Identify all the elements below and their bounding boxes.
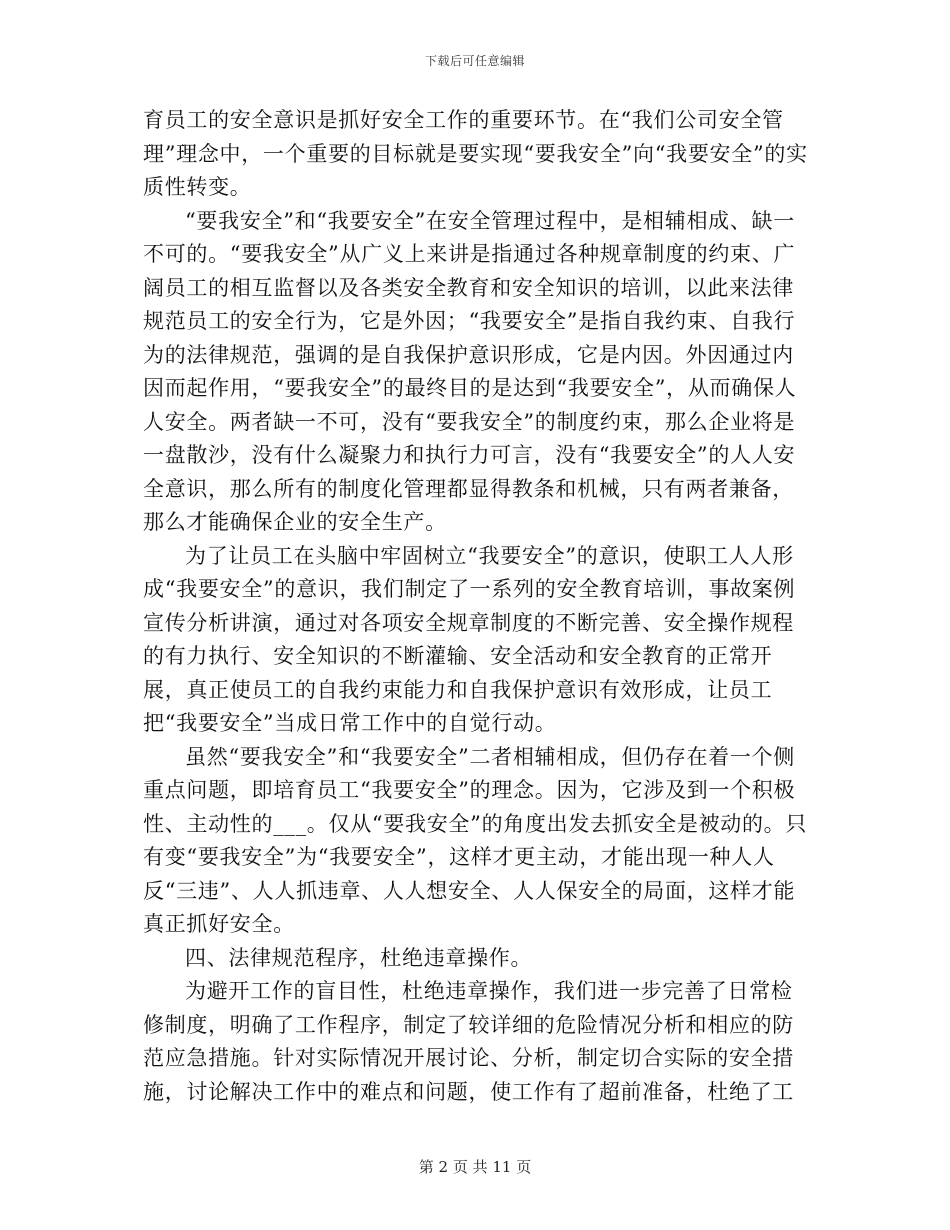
- document-body: [143, 104, 809, 1109]
- paragraph-4: 虽然“要我安全”和“我要安全”二者相辅相成，但仍存在着一个侧重点问题，即培育员工“我要安全”的理念。因为，它涉及到一个积极性、主动性的___。仅从“要我安全”的角度出发去抓安全是被动的。只有变“要我安全”为“我要安全”，这样才更主动，才能出现一种人人反“三违”、人人抓违章、人人想安全、人人保安全的局面，这样才能真正抓好安全。: [143, 744, 808, 936]
- paragraph-2: “要我安全”和“我要安全”在安全管理过程中，是相辅相成、缺一不可的。“要我安全”从广义上来讲是指通过各种规章制度的约束、广阔员工的相互监督以及各类安全教育和安全知识的培训，以此来法律规范员工的安全行为，它是外因；“我要安全”是指自我约束、自我行为的法律规范，强调的是自我保护意识形成，它是内因。外因通过内因而起作用，“要我安全”的最终目的是达到“我要安全”，从而确保人人安全。两者缺一不可，没有“要我安全”的制度约束，那么企业将是一盘散沙，没有什么凝聚力和执行力可言，没有“我要安全”的人人安全意识，那么所有的制度化管理都显得教条和机械，只有两者兼备，那么才能确保企业的安全生产。: [143, 208, 797, 534]
- paragraph-3: 为了让员工在头脑中牢固树立“我要安全”的意识，使职工人人形成“我要安全”的意识，我们制定了一系列的安全教育培训，事故案例宣传分析讲演，通过对各项安全规章制度的不断完善、安全操作规程的有力执行、安全知识的不断灌输、安全活动和安全教育的正常开展，真正使员工的自我约束能力和自我保护意识有效形成，让员工把“我要安全”当成日常工作中的自觉行动。: [143, 543, 796, 735]
- page-header-note: 下载后可任意编辑: [424, 54, 525, 68]
- paragraph-1: 育员工的安全意识是抓好安全工作的重要环节。在“我们公司安全管理”理念中，一个重要的目标就是要实现“要我安全”向“我要安全”的实质性转变。: [143, 108, 808, 199]
- page-number-footer: 第 2 页 共 11 页: [418, 1158, 532, 1176]
- paragraph-5: 为避开工作的盲目性，杜绝违章操作，我们进一步完善了日常检修制度，明确了工作程序，制定了较详细的危险情况分析和相应的防范应急措施。针对实际情况开展讨论、分析，制定切合实际的安全措施，讨论解决工作中的难点和问题，使工作有了超前准备，杜绝了工: [143, 979, 794, 1104]
- section-heading-4: 四、法律规范程序，杜绝违章操作。: [185, 945, 533, 970]
